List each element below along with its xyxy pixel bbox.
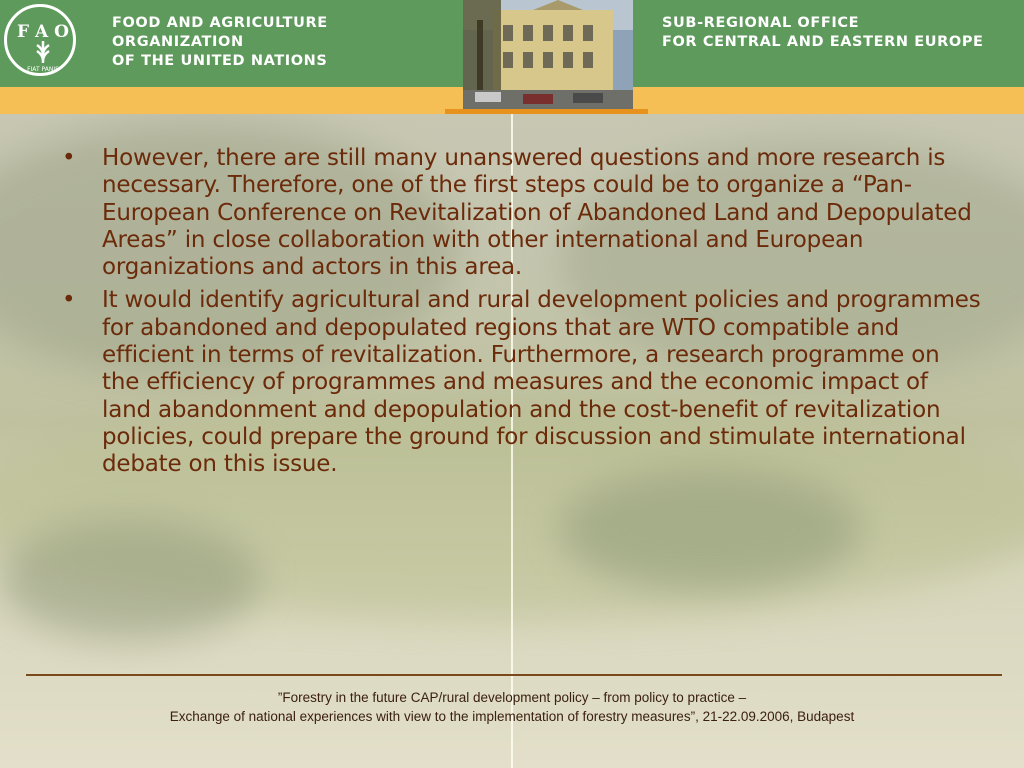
office-name	[662, 14, 984, 52]
bullet-text: However, there are still many unanswered questions and more research is necessary. Therefore, one of the first steps could be to organize a “Pan-European Conference on Revitalization of Abandoned Land and Depopulated Areas” in close collaboration with other international and European organizations and actors in this area.	[102, 145, 972, 281]
office-name-line-2: FOR CENTRAL AND EASTERN EUROPE	[662, 34, 984, 50]
org-name-line-3: OF THE UNITED NATIONS	[112, 53, 328, 69]
bullet-icon: •	[62, 287, 76, 314]
background-tree	[0, 520, 260, 640]
svg-text:FIAT PANIS: FIAT PANIS	[27, 66, 59, 73]
bullet-item	[62, 145, 982, 281]
bullet-list	[62, 145, 982, 479]
org-name-line-2: ORGANIZATION	[112, 34, 244, 50]
office-name-line-1: SUB-REGIONAL OFFICE	[662, 15, 860, 31]
bullet-icon: •	[62, 145, 76, 171]
footer-line-2: Exchange of national experiences with view to the implementation of forestry measures”, 21-22.09.2006, Budapest	[169, 709, 855, 724]
organization-name	[112, 14, 328, 71]
footer-line-1: ”Forestry in the future CAP/rural development policy – from policy to practice –	[277, 690, 747, 705]
fao-logo-icon	[7, 7, 79, 79]
footer	[0, 688, 1024, 726]
header	[0, 0, 1024, 114]
bullet-item	[62, 287, 982, 478]
fao-logo	[4, 4, 76, 76]
building-photo	[463, 0, 633, 110]
photo-accent-bar	[445, 109, 648, 114]
background-tree	[560, 470, 860, 590]
svg-text:F A O: F A O	[17, 22, 69, 42]
org-name-line-1: FOOD AND AGRICULTURE	[112, 15, 328, 31]
footer-divider	[26, 674, 1002, 676]
slide-content	[62, 145, 982, 485]
bullet-text: It would identify agricultural and rural development policies and programmes for abandoned and depopulated regions that are WTO compatible and efficient in terms of revitalization. Furthermore, a research programme on the efficiency of programmes and measures and the economic impact of land abandonment and depopulation and the cost-benefit of revitalization policies, could prepare the ground for discussion and stimulate international debate on this issue.	[102, 287, 981, 478]
building-photo-image	[463, 0, 633, 110]
